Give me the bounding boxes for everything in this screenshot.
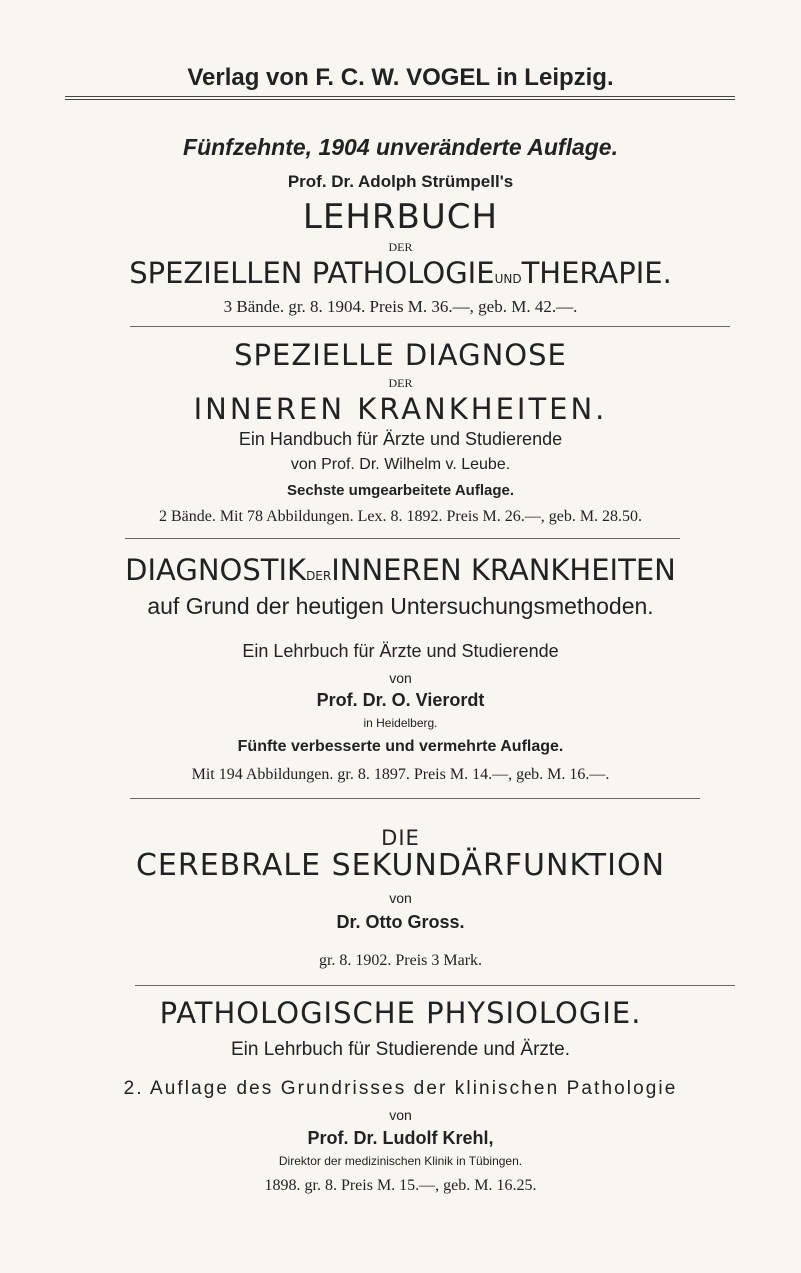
s3-place: in Heidelberg. — [363, 716, 438, 730]
s3-von: von — [389, 670, 412, 686]
s2-rule — [125, 538, 680, 539]
s3-details: Mit 194 Abbildungen. gr. 8. 1897. Preis M. 14.—, geb. M. 16.—. — [191, 766, 610, 783]
s1-rule — [130, 326, 730, 327]
s3-subtitle: auf Grund der heutigen Untersuchungsmethoden. — [147, 593, 654, 619]
s4-von: von — [389, 890, 412, 906]
s2-subtitle: Ein Handbuch für Ärzte und Studierende — [238, 429, 563, 449]
s1-und: UND — [494, 272, 522, 286]
s2-title1: SPEZIELLE DIAGNOSE — [234, 338, 567, 372]
s4-rule — [135, 985, 735, 986]
s1-title2b: THERAPIE. — [521, 256, 672, 290]
s5-desc: Ein Lehrbuch für Studierende und Ärzte. — [230, 1039, 571, 1060]
s3-der: DER — [306, 569, 332, 583]
s4-title1: DIE — [381, 826, 420, 850]
s5-edition: 2. Auflage des Grundrisses der klinischen Pathologie — [123, 1078, 678, 1099]
s5-position: Direktor der medizinischen Klinik in Tübingen. — [278, 1154, 523, 1168]
s1-title2a: SPEZIELLEN PATHOLOGIE — [129, 256, 495, 290]
s3-edition: Fünfte verbesserte und vermehrte Auflage. — [237, 738, 564, 755]
s3-author: Prof. Dr. O. Vierordt — [316, 690, 485, 710]
s3-desc: Ein Lehrbuch für Ärzte und Studierende — [242, 641, 559, 661]
s2-der: DER — [388, 376, 413, 390]
s1-der: DER — [388, 240, 413, 254]
s4-details: gr. 8. 1902. Preis 3 Mark. — [318, 952, 483, 969]
s4-title2: CEREBRALE SEKUNDÄRFUNKTION — [135, 848, 666, 883]
s2-details: 2 Bände. Mit 78 Abbildungen. Lex. 8. 1892. Preis M. 26.—, geb. M. 28.50. — [158, 508, 643, 525]
s1-title2 — [0, 256, 801, 290]
s1-details: 3 Bände. gr. 8. 1904. Preis M. 36.—, geb. M. 42.—. — [223, 297, 578, 316]
s3-title — [0, 553, 801, 587]
s3-title-a: DIAGNOSTIK — [125, 553, 307, 587]
s1-author: Prof. Dr. Adolph Strümpell's — [287, 172, 514, 191]
s4-author: Dr. Otto Gross. — [336, 912, 465, 932]
s3-rule — [130, 798, 700, 799]
header-rule — [65, 96, 735, 100]
s2-edition: Sechste umgearbeitete Auflage. — [286, 482, 514, 499]
s3-title-b: INNEREN KRANKHEITEN — [331, 553, 676, 587]
s5-title: PATHOLOGISCHE PHYSIOLOGIE. — [159, 996, 642, 1030]
s5-author: Prof. Dr. Ludolf Krehl, — [307, 1128, 494, 1148]
s2-title2: INNEREN KRANKHEITEN. — [193, 392, 608, 426]
s1-edition: Fünfzehnte, 1904 unveränderte Auflage. — [183, 134, 618, 160]
s5-details: 1898. gr. 8. Preis M. 15.—, geb. M. 16.25. — [264, 1177, 537, 1194]
s2-author: von Prof. Dr. Wilhelm v. Leube. — [290, 456, 511, 473]
s1-title1: LEHRBUCH — [302, 197, 499, 237]
publisher-header: Verlag von F. C. W. VOGEL in Leipzig. — [187, 64, 614, 91]
s5-von: von — [389, 1107, 412, 1123]
